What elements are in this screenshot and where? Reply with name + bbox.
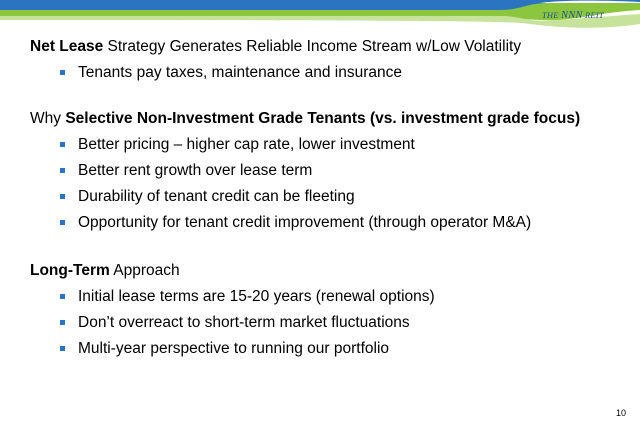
list-item: Durability of tenant credit can be fleeting <box>60 186 630 208</box>
section-selective-tenants <box>30 108 630 234</box>
bullet-icon <box>60 294 65 299</box>
slide-content <box>30 36 630 364</box>
section-heading: Why Selective Non-Investment Grade Tenants (vs. investment grade focus) <box>30 110 581 127</box>
bullet-icon <box>60 220 65 225</box>
section-heading: Long-Term Approach <box>30 262 180 279</box>
page-number: 10 <box>615 408 626 418</box>
bullet-icon <box>60 194 65 199</box>
list-item: Don’t overreact to short-term market fluctuations <box>60 312 630 334</box>
bullet-icon <box>60 346 65 351</box>
bullet-icon <box>60 320 65 325</box>
section-net-lease <box>30 36 630 84</box>
bullet-icon <box>60 168 65 173</box>
list-item: Multi-year perspective to running our portfolio <box>60 338 630 360</box>
list-item: Tenants pay taxes, maintenance and insurance <box>60 62 630 84</box>
bullet-icon <box>60 70 65 75</box>
bullet-list <box>30 134 630 234</box>
bullet-icon <box>60 142 65 147</box>
list-item: Better pricing – higher cap rate, lower investment <box>60 134 630 156</box>
list-item: Better rent growth over lease term <box>60 160 630 182</box>
header-banner <box>0 0 640 30</box>
list-item: Initial lease terms are 15-20 years (renewal options) <box>60 286 630 308</box>
section-long-term <box>30 260 630 360</box>
section-heading: Net Lease Strategy Generates Reliable Income Stream w/Low Volatility <box>30 38 522 55</box>
company-logo: THE NNN REIT <box>542 10 604 21</box>
list-item: Opportunity for tenant credit improvement (through operator M&A) <box>60 212 630 234</box>
bullet-list <box>30 62 630 84</box>
bullet-list <box>30 286 630 360</box>
